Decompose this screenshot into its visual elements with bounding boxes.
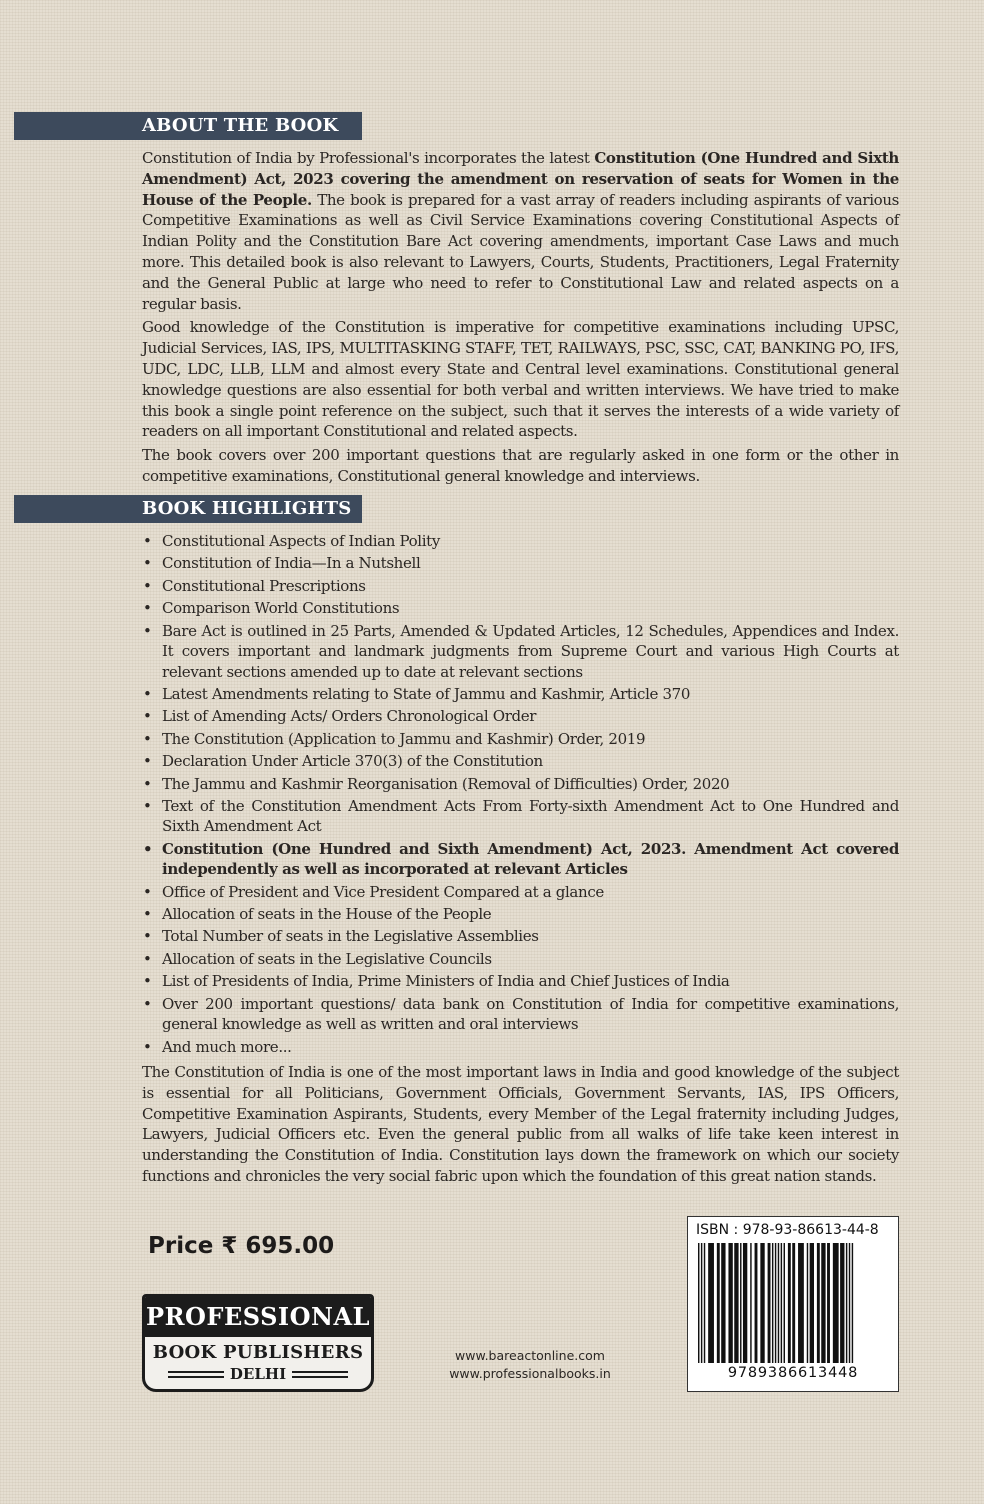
barcode-bar (817, 1243, 820, 1363)
barcode-bar (827, 1243, 830, 1363)
barcode-bar (784, 1243, 785, 1363)
list-item: • Constitution (One Hundred and Sixth Amendment) Act, 2023. Amendment Act covered independently as well as incorporated at relevant Articles (142, 839, 899, 880)
list-item: • Declaration Under Article 370(3) of the Constitution (142, 751, 899, 772)
list-item: • List of Amending Acts/ Orders Chronological Order (142, 706, 899, 727)
about-p1-rest: The book is prepared for a vast array of readers including aspirants of various Competitive Examinations as well as Civil Service Examinations covering Constitutional Aspects of Indian Polity and the Constitution Bare Act covering amendments, important Case Laws and much more. This detailed book is also relevant to Lawyers, Courts, Students, Practitioners, Legal Fraternity and the General Public at large who need to refer to Constitutional Law and related aspects on a regular basis. (142, 190, 899, 313)
list-item: • The Jammu and Kashmir Reorganisation (Removal of Difficulties) Order, 2020 (142, 774, 899, 795)
barcode-bar (701, 1243, 702, 1363)
list-item: • Office of President and Vice President Compared at a glance (142, 882, 899, 903)
barcode-bar (781, 1243, 782, 1363)
closing-paragraph: The Constitution of India is one of the most important laws in India and good knowledge of the subject is essential for all Politicians, Government Officials, Government Servants, IAS, IPS Officers, Competitive Examination Aspirants, Students, every Member of the Legal fraternity including Judges, Lawyers, Judicial Officers etc. Even the general public from all walks of life take keen interest in understanding the Constitution of India. Constitution lays down the framework on which our society functions and chronicles the very social fabric upon which the foundation of this great nation stands. (142, 1063, 899, 1185)
about-paragraph-3: The book covers over 200 important questions that are regularly asked in one form or the other in competitive examinations, Constitutional general knowledge and interviews. (142, 446, 899, 485)
isbn-label: ISBN : 978-93-86613-44-8 (696, 1222, 879, 1238)
website-link[interactable]: www.professionalbooks.in (449, 1366, 611, 1381)
publisher-name: PROFESSIONAL (145, 1297, 371, 1337)
barcode-bar (792, 1243, 795, 1363)
barcode-bar (852, 1243, 853, 1363)
barcode-bar (760, 1243, 764, 1363)
publisher-city-row (145, 1365, 371, 1383)
publisher-city: DELHI (229, 1365, 287, 1383)
barcode-bar (778, 1243, 779, 1363)
barcode-bar (772, 1243, 773, 1363)
barcode-bar (740, 1243, 741, 1363)
barcode-bar (821, 1243, 825, 1363)
list-item: • Constitutional Prescriptions (142, 576, 899, 597)
barcode-bar (717, 1243, 720, 1363)
barcode-bar (755, 1243, 758, 1363)
isbn-barcode-box (687, 1216, 899, 1392)
price-label: Price (148, 1233, 214, 1259)
barcode-bar (833, 1243, 839, 1363)
about-p1-bold: Constitution (One Hundred and Sixth Amendment) Act, 2023 covering the amendment on reservation of seats for Women in the House of the People. (142, 149, 899, 209)
websites (432, 1347, 628, 1383)
list-item: • Text of the Constitution Amendment Acts From Forty-sixth Amendment Act to One Hundred and Sixth Amendment Act (142, 796, 899, 837)
about-heading: ABOUT THE BOOK (14, 112, 362, 140)
barcode-bar (840, 1243, 844, 1363)
barcode-bar (698, 1243, 699, 1363)
barcode-bar (734, 1243, 738, 1363)
list-item: • Comparison World Constitutions (142, 598, 899, 619)
highlights-heading: BOOK HIGHLIGHTS (14, 495, 362, 523)
list-item: • Bare Act is outlined in 25 Parts, Amended & Updated Articles, 12 Schedules, Appendices and Index. It covers important and landmark judgments from Supreme Court and various High Courts at relevant sections amended up to date at relevant sections (142, 621, 899, 683)
barcode-bar (708, 1243, 714, 1363)
barcode-bar (743, 1243, 747, 1363)
publisher-logo (142, 1294, 374, 1392)
list-item: • Latest Amendments relating to State of Jammu and Kashmir, Article 370 (142, 684, 899, 705)
barcode-bar (846, 1243, 847, 1363)
list-item: • Total Number of seats in the Legislative Assemblies (142, 926, 899, 947)
barcode-bar (750, 1243, 751, 1363)
about-paragraph-2: Good knowledge of the Constitution is imperative for competitive examinations including UPSC, Judicial Services, IAS, IPS, MULTITASKING STAFF, TET, RAILWAYS, PSC, SSC, CAT, BANKING PO, IFS, UDC, LDC, LLB, LLM and almost every State and Central level examinations. Constitutional general knowledge questions are also essential for both verbal and written interviews. We have tried to make this book a single point reference on the subject, such that it serves the interests of a wide variety of readers on all important Constitutional and related aspects. (142, 318, 899, 441)
decorative-lines-left (168, 1371, 224, 1378)
rupee-icon: ₹ (221, 1233, 238, 1259)
barcode-bar (849, 1243, 850, 1363)
about-section (142, 148, 899, 490)
about-paragraph-1 (142, 148, 899, 314)
barcode-bar (721, 1243, 725, 1363)
list-item: • List of Presidents of India, Prime Ministers of India and Chief Justices of India (142, 971, 899, 992)
list-item: • Allocation of seats in the House of the People (142, 904, 899, 925)
highlights-list (142, 531, 899, 1059)
about-p1-intro: Constitution of India by Professional's incorporates the latest (142, 149, 595, 167)
barcode-icon (694, 1243, 892, 1363)
list-item: • Constitution of India—In a Nutshell (142, 553, 899, 574)
barcode-bar (807, 1243, 808, 1363)
barcode-bar (728, 1243, 732, 1363)
website-link[interactable]: www.bareactonline.com (455, 1348, 605, 1363)
barcode-bar (775, 1243, 776, 1363)
list-item: • And much more... (142, 1037, 899, 1058)
list-item: • The Constitution (Application to Jammu and Kashmir) Order, 2019 (142, 729, 899, 750)
price (148, 1233, 334, 1259)
list-item: • Allocation of seats in the Legislative Councils (142, 949, 899, 970)
list-item: • Constitutional Aspects of Indian Polity (142, 531, 899, 552)
barcode-bar (788, 1243, 791, 1363)
price-amount: 695.00 (245, 1233, 335, 1259)
barcode-bar (798, 1243, 804, 1363)
publisher-line2: BOOK PUBLISHERS (152, 1342, 364, 1363)
list-item: • Over 200 important questions/ data bank on Constitution of India for competitive examinations, general knowledge as well as written and oral interviews (142, 994, 899, 1035)
barcode-bar (768, 1243, 771, 1363)
barcode-bar (704, 1243, 705, 1363)
decorative-lines-right (292, 1371, 348, 1378)
isbn-digits: 9789386613448 (727, 1365, 859, 1381)
barcode-bar (810, 1243, 814, 1363)
